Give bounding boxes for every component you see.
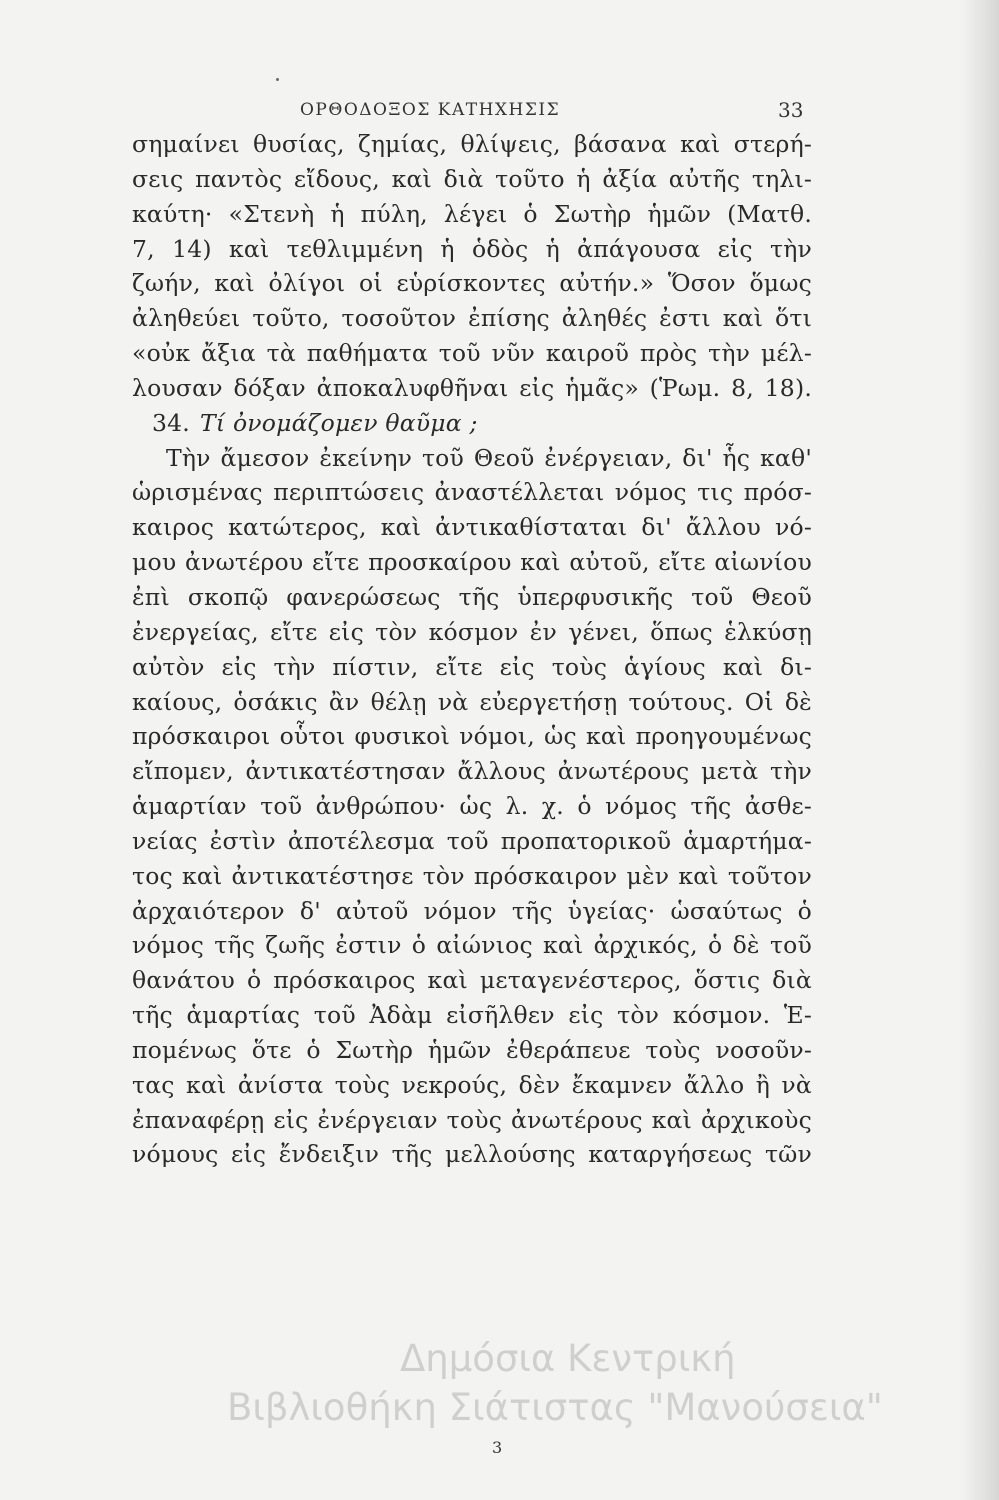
page-edge-shadow	[961, 0, 999, 1500]
page-number: 33	[778, 98, 804, 122]
question-title: Τί ὀνομάζομεν θαῦμα ;	[199, 408, 478, 437]
answer-line: αὐτὸν εἰς τὴν πίστιν, εἴτε εἰς τοὺς ἁγίους καὶ δι-	[132, 652, 812, 681]
text-line: λουσαν δόξαν ἀποκαλυφθῆναι εἰς ἡμᾶς» (Ῥωμ. 8, 18).	[132, 373, 812, 402]
answer-line: πομένως ὅτε ὁ Σωτὴρ ἡμῶν ἐθεράπευε τοὺς νοσοῦν-	[132, 1035, 812, 1064]
answer-line: τῆς ἁμαρτίας τοῦ Ἀδὰμ εἰσῆλθεν εἰς τὸν κόσμον. Ἑ-	[132, 1001, 812, 1030]
text-line: καύτη· «Στενὴ ἡ πύλη, λέγει ὁ Σωτὴρ ἡμῶν (Ματθ.	[132, 199, 812, 228]
answer-line: νόμος τῆς ζωῆς ἐστιν ὁ αἰώνιος καὶ ἀρχικός, ὁ δὲ τοῦ	[132, 931, 812, 960]
question-number: 34.	[152, 408, 190, 437]
question-heading	[132, 406, 812, 441]
answer-line: νείας ἐστὶν ἀποτέλεσμα τοῦ προπατορικοῦ ἁμαρτήμα-	[132, 826, 812, 855]
answer-line: ἀρχαιότερον δ' αὐτοῦ νόμον τῆς ὑγείας· ὡσαύτως ὁ	[132, 896, 812, 925]
text-line: σεις παντὸς εἴδους, καὶ διὰ τοῦτο ἡ ἀξία αὐτῆς τηλι-	[132, 164, 812, 193]
text-line: σημαίνει θυσίας, ζημίας, θλίψεις, βάσανα καὶ στερή-	[132, 130, 812, 158]
answer-line: Τὴν ἄμεσον ἐκείνην τοῦ Θεοῦ ἐνέργειαν, δι' ἧς καθ'	[166, 443, 812, 472]
answer-line: θανάτου ὁ πρόσκαιρος καὶ μεταγενέστερος, ὅστις διὰ	[132, 966, 812, 995]
answer-line: εἴπομεν, ἀντικατέστησαν ἄλλους ἀνωτέρους μετὰ τὴν	[132, 757, 812, 786]
answer-line: μου ἀνωτέρου εἴτε προσκαίρου καὶ αὐτοῦ, εἴτε αἰωνίου	[132, 548, 812, 577]
answer-line: τος καὶ ἀντικατέστησε τὸν πρόσκαιρον μὲν καὶ τοῦτον	[132, 861, 812, 890]
answer-line: ὡρισμένας περιπτώσεις ἀναστέλλεται νόμος τις πρόσ-	[132, 478, 812, 507]
text-line: «οὐκ ἄξια τὰ παθήματα τοῦ νῦν καιροῦ πρὸς τὴν μέλ-	[132, 339, 812, 368]
answer-line: ἐπαναφέρῃ εἰς ἐνέργειαν τοὺς ἀνωτέρους καὶ ἀρχικοὺς	[132, 1105, 812, 1134]
text-line: ζωήν, καὶ ὀλίγοι οἱ εὑρίσκοντες αὐτήν.» Ὅσον ὅμως	[132, 269, 812, 298]
library-watermark-line2: Βιβλιοθήκη Σιάτιστας "Μανούσεια"	[227, 1386, 883, 1429]
text-line: ἀληθεύει τοῦτο, τοσοῦτον ἐπίσης ἀληθές ἐστι καὶ ὅτι	[132, 304, 812, 333]
answer-line: καίους, ὁσάκις ἂν θέλῃ νὰ εὐεργετήσῃ τούτους. Οἱ δὲ	[132, 687, 812, 716]
answer-line: τας καὶ ἀνίστα τοὺς νεκρούς, δὲν ἔκαμνεν ἄλλο ἢ νὰ	[132, 1070, 812, 1099]
library-watermark-line1: Δημόσια Κεντρική	[400, 1337, 736, 1380]
running-title: ΟΡΘΟΔΟΞΟΣ ΚΑΤΗΧΗΣΙΣ	[300, 100, 561, 120]
signature-mark: 3	[492, 1438, 503, 1457]
answer-line: καιρος κατώτερος, καὶ ἀντικαθίσταται δι' ἄλλου νό-	[132, 513, 812, 542]
answer-line: ἁμαρτίαν τοῦ ἀνθρώπου· ὡς λ. χ. ὁ νόμος τῆς ἀσθε-	[132, 792, 812, 821]
answer-line: πρόσκαιροι οὗτοι φυσικοὶ νόμοι, ὡς καὶ προηγουμένως	[132, 722, 812, 751]
text-line: 7, 14) καὶ τεθλιμμένη ἡ ὁδὸς ἡ ἀπάγουσα εἰς τὴν	[132, 234, 812, 263]
answer-line: νόμους εἰς ἔνδειξιν τῆς μελλούσης καταργήσεως τῶν	[132, 1140, 812, 1169]
answer-line: ἐνεργείας, εἴτε εἰς τὸν κόσμον ἐν γένει, ὅπως ἑλκύσῃ	[132, 617, 812, 646]
page-body	[132, 127, 812, 1172]
answer-line: ἐπὶ σκοπῷ φανερώσεως τῆς ὑπερφυσικῆς τοῦ Θεοῦ	[132, 582, 812, 611]
print-speck	[276, 78, 279, 81]
